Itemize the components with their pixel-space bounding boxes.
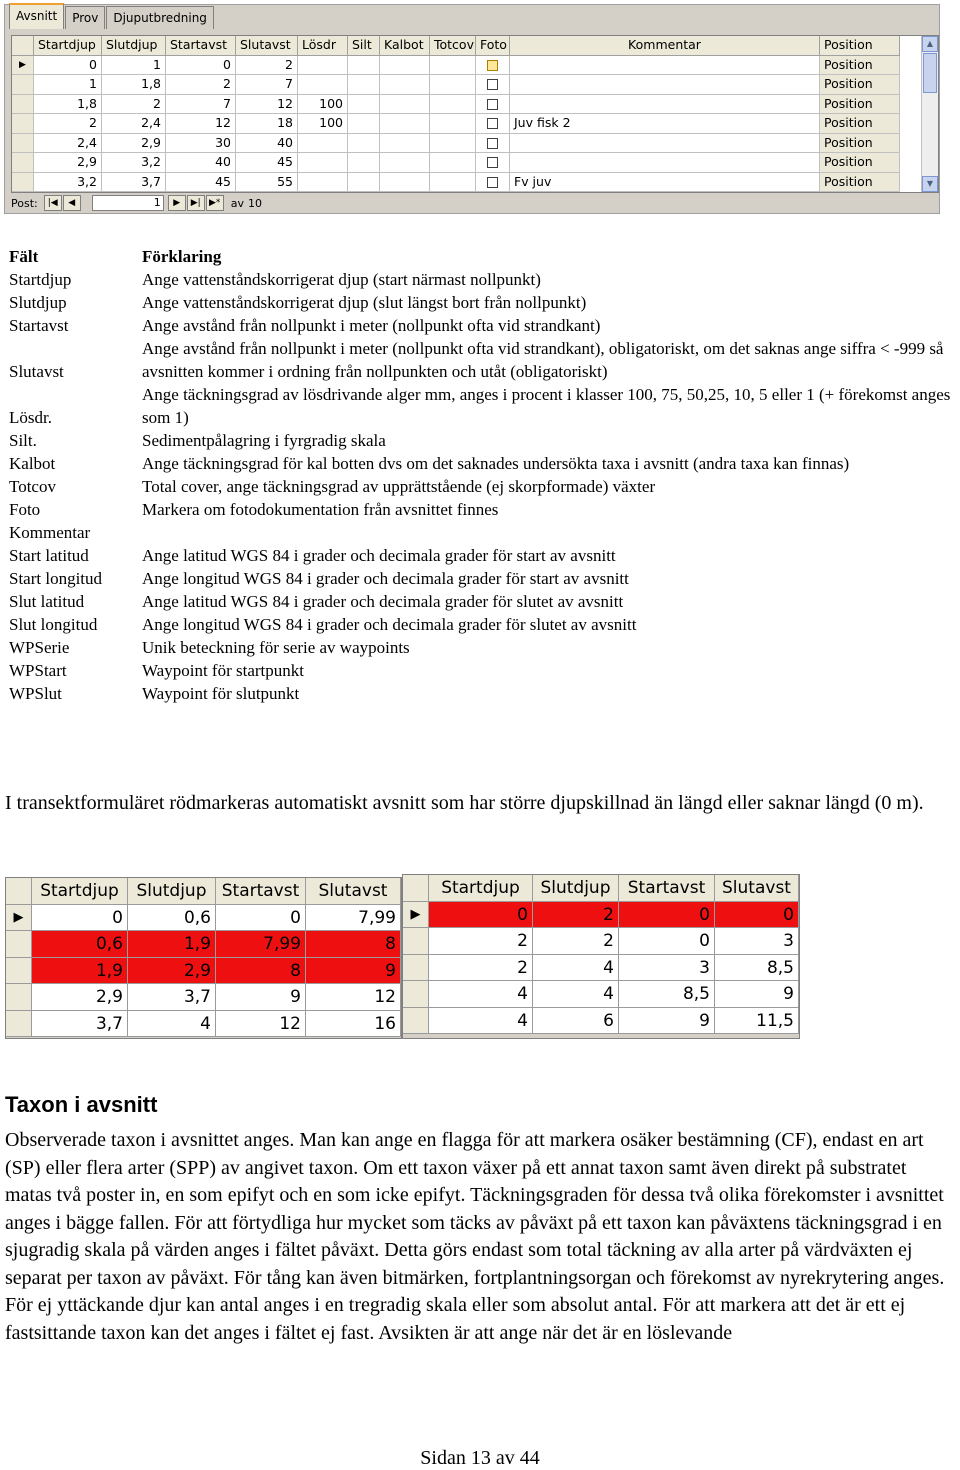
cell-losdr[interactable] [298, 75, 348, 95]
field-row [9, 544, 960, 567]
example-grid-left [5, 877, 402, 1039]
tab-djuputbredning[interactable]: Djuputbredning [106, 6, 214, 29]
row-selector[interactable] [12, 134, 34, 154]
field-row [9, 452, 960, 475]
col-losdr-header[interactable]: Lösdr [298, 36, 348, 56]
position-button[interactable]: Position [820, 173, 900, 193]
row-selector-header [6, 878, 32, 905]
cell-startavst[interactable]: 7 [166, 95, 236, 115]
grid-row [12, 134, 938, 154]
field-row [9, 314, 960, 337]
nav-of-label: av [230, 196, 244, 210]
position-button[interactable]: Position [820, 95, 900, 115]
cell-foto [476, 153, 510, 173]
grid-row [12, 114, 938, 134]
example-grid-right [402, 874, 800, 1039]
cell-startavst[interactable]: 45 [166, 173, 236, 193]
field-description: Ange latitud WGS 84 i grader och decimala grader för start av avsnitt [142, 546, 616, 565]
row-selector-header [12, 36, 34, 56]
new-record-icon[interactable]: ▶* [206, 195, 224, 211]
cell-startavst[interactable]: 30 [166, 134, 236, 154]
field-row [9, 475, 960, 498]
field-name: Lösdr. [9, 408, 52, 427]
col-startdjup-header: Startdjup [429, 875, 533, 902]
row-selector[interactable] [403, 955, 429, 982]
field-description: Waypoint för startpunkt [142, 661, 304, 680]
cell-silt[interactable] [348, 134, 380, 154]
cell-losdr[interactable] [298, 134, 348, 154]
example-cell[interactable]: 0,6 [32, 931, 128, 958]
example-row [403, 1008, 799, 1035]
example-cell[interactable]: 6 [533, 1008, 619, 1035]
field-description: Ange longitud WGS 84 i grader och decimala grader för slutet av avsnitt [142, 615, 637, 634]
row-selector[interactable] [12, 173, 34, 193]
example-cell[interactable]: 8,5 [619, 981, 715, 1008]
cell-foto [476, 56, 510, 76]
example-row [403, 955, 799, 982]
example-cell[interactable]: 7,99 [306, 905, 401, 932]
field-description: Ange longitud WGS 84 i grader och decimala grader för start av avsnitt [142, 569, 629, 588]
cell-kommentar[interactable] [510, 56, 820, 76]
cell-slutdjup[interactable]: 2,4 [102, 114, 166, 134]
cell-slutdjup[interactable]: 2 [102, 95, 166, 115]
row-selector[interactable] [6, 958, 32, 985]
paragraph-taxon: Observerade taxon i avsnittet anges. Man kan ange en flagga för att markera osäker bestämning (CF), endast en art (SP) eller flera arter (SPP) av angivet taxon. Om ett taxon växer på ett annat taxon samt även direkt på substratet matas två poster in, en som epifyt och en som icke epifyt. Täckningsgraden för dessa två olika förekomster i avsnittet anges i bägge fallen. För att förtydliga hur mycket som täcks av påväxt på ett taxon kan påväxtens täckningsgrad i en sjugradig skala på värden anges i fältet påväxt. Detta görs endast som total täckning av alla arter på värdväxten ej separat per taxon av påväxt. För tång kan även bitmärken, fortplantningsorgan och förekomst av nyrekrytering anges. För ej yttäckande djur kan antal anges i en tregradig skala eller som absolut antal. För att markera att det är ett ej fastsittande taxon kan det anges i fältet ej fast. Avsikten är att ange när det är en löslevande [5, 1129, 945, 1344]
cell-slutavst[interactable]: 45 [236, 153, 298, 173]
field-description: Total cover, ange täckningsgrad av upprättstående (ej skorpformade) växter [142, 477, 656, 496]
field-row [9, 498, 960, 521]
col-position-header[interactable]: Position [820, 36, 900, 56]
field-name: Kommentar [9, 523, 91, 542]
col-startdjup-header[interactable]: Startdjup [34, 36, 102, 56]
cell-slutdjup[interactable]: 1,8 [102, 75, 166, 95]
example-cell[interactable]: 9 [306, 958, 401, 985]
cell-kommentar[interactable]: Fv juv [510, 173, 820, 193]
position-button[interactable]: Position [820, 56, 900, 76]
example-cell[interactable]: 4 [128, 1011, 216, 1038]
cell-slutavst[interactable]: 40 [236, 134, 298, 154]
field-name: Slutavst [9, 362, 64, 381]
cell-losdr[interactable] [298, 153, 348, 173]
field-name: Totcov [9, 477, 56, 496]
row-selector[interactable]: ▶ [12, 56, 34, 76]
example-cell[interactable]: 8 [306, 931, 401, 958]
example-cell[interactable]: 2,9 [32, 984, 128, 1011]
position-button[interactable]: Position [820, 75, 900, 95]
col-totcov-header[interactable]: Totcov [430, 36, 476, 56]
cell-totcov[interactable] [430, 95, 476, 115]
example-left-header [6, 878, 401, 905]
example-left-body [6, 905, 401, 1038]
field-description: Ange avstånd från nollpunkt i meter (nollpunkt ofta vid strandkant) [142, 316, 601, 335]
example-cell[interactable]: 9 [715, 981, 799, 1008]
grid-row [12, 153, 938, 173]
position-button[interactable]: Position [820, 153, 900, 173]
field-row [9, 636, 960, 659]
cell-foto [476, 95, 510, 115]
cell-silt[interactable] [348, 173, 380, 193]
row-selector[interactable] [403, 928, 429, 955]
field-description: Ange vattenståndskorrigerat djup (start närmast nollpunkt) [142, 270, 541, 289]
col-startavst-header: Startavst [216, 878, 306, 905]
cell-foto [476, 173, 510, 193]
cell-kalbot[interactable] [380, 134, 430, 154]
example-cell[interactable]: 8,5 [715, 955, 799, 982]
col-slutdjup-header: Slutdjup [128, 878, 216, 905]
scroll-down-icon[interactable]: ▼ [922, 176, 938, 192]
col-startdjup-header: Startdjup [32, 878, 128, 905]
cell-silt[interactable] [348, 75, 380, 95]
example-row [6, 1011, 401, 1038]
col-slutdjup-header: Slutdjup [533, 875, 619, 902]
example-cell[interactable]: 11,5 [715, 1008, 799, 1035]
example-cell[interactable]: 0 [715, 902, 799, 929]
cell-slutdjup[interactable]: 1 [102, 56, 166, 76]
field-row [9, 590, 960, 613]
position-button[interactable]: Position [820, 114, 900, 134]
field-description-table [9, 245, 960, 705]
row-selector[interactable] [6, 984, 32, 1011]
record-navigator [11, 194, 262, 212]
field-name: Start longitud [9, 569, 103, 588]
example-cell[interactable]: 3,7 [128, 984, 216, 1011]
example-cell[interactable]: 0 [216, 905, 306, 932]
foto-checkbox[interactable] [487, 118, 498, 129]
scroll-up-icon[interactable]: ▲ [922, 36, 938, 52]
row-selector[interactable] [12, 114, 34, 134]
cell-startavst[interactable]: 2 [166, 75, 236, 95]
field-name: WPStart [9, 661, 67, 680]
cell-startdjup[interactable]: 2,4 [34, 134, 102, 154]
field-name: Slutdjup [9, 293, 67, 312]
cell-startdjup[interactable]: 1,8 [34, 95, 102, 115]
cell-startdjup[interactable]: 3,2 [34, 173, 102, 193]
last-record-icon[interactable]: ▶| [187, 195, 205, 211]
field-name: Start latitud [9, 546, 89, 565]
row-selector-header [403, 875, 429, 902]
field-header: Fält [9, 247, 39, 266]
row-selector[interactable] [403, 1008, 429, 1035]
field-name: Startdjup [9, 270, 72, 289]
col-foto-header[interactable]: Foto [476, 36, 510, 56]
grid-row [12, 75, 938, 95]
col-kommentar-header[interactable]: Kommentar [510, 36, 820, 56]
cell-totcov[interactable] [430, 75, 476, 95]
current-record-input[interactable]: 1 [92, 195, 164, 211]
cell-startavst[interactable]: 12 [166, 114, 236, 134]
row-selector[interactable] [12, 75, 34, 95]
cell-totcov[interactable] [430, 134, 476, 154]
example-cell[interactable]: 0 [429, 902, 533, 929]
cell-slutavst[interactable]: 7 [236, 75, 298, 95]
example-cell[interactable]: 2 [533, 928, 619, 955]
example-cell[interactable]: 3 [715, 928, 799, 955]
field-name: Silt. [9, 431, 37, 450]
field-table-header [9, 245, 960, 268]
example-cell[interactable]: 8 [216, 958, 306, 985]
form-tabs [9, 7, 215, 29]
grid-row [12, 95, 938, 115]
col-kalbot-header[interactable]: Kalbot [380, 36, 430, 56]
col-slutavst-header: Slutavst [715, 875, 799, 902]
example-cell[interactable]: 4 [429, 981, 533, 1008]
cell-totcov[interactable] [430, 153, 476, 173]
row-selector[interactable] [6, 1011, 32, 1038]
cell-losdr[interactable]: 100 [298, 95, 348, 115]
tab-prov[interactable]: Prov [65, 6, 105, 29]
row-selector[interactable] [403, 981, 429, 1008]
scrollbar-thumb[interactable] [923, 53, 937, 93]
example-row [6, 931, 401, 958]
cell-kalbot[interactable] [380, 75, 430, 95]
example-row [6, 905, 401, 932]
field-name: Foto [9, 500, 41, 519]
example-row [6, 984, 401, 1011]
cell-slutdjup[interactable]: 3,2 [102, 153, 166, 173]
cell-silt[interactable] [348, 56, 380, 76]
cell-silt[interactable] [348, 153, 380, 173]
field-description: Ange vattenståndskorrigerat djup (slut längst bort från nollpunkt) [142, 293, 587, 312]
field-name: Kalbot [9, 454, 56, 473]
example-cell[interactable]: 3 [619, 955, 715, 982]
cell-kommentar[interactable]: Juv fisk 2 [510, 114, 820, 134]
field-name: Slut longitud [9, 615, 98, 634]
cell-foto [476, 134, 510, 154]
cell-kommentar[interactable] [510, 75, 820, 95]
grid-row [12, 173, 938, 193]
example-cell[interactable]: 12 [306, 984, 401, 1011]
tab-avsnitt[interactable]: Avsnitt [9, 3, 64, 29]
example-cell[interactable]: 1,9 [32, 958, 128, 985]
cell-startavst[interactable]: 0 [166, 56, 236, 76]
row-selector[interactable]: ▶ [403, 902, 429, 929]
field-row [9, 521, 960, 544]
paragraph-red-marking: I transektformuläret rödmarkeras automatiskt avsnitt som har större djupskillnad än längd eller saknar längd (0 m). [5, 792, 924, 814]
col-startavst-header[interactable]: Startavst [166, 36, 236, 56]
cell-startdjup[interactable]: 1 [34, 75, 102, 95]
cell-slutdjup[interactable]: 3,7 [102, 173, 166, 193]
cell-kalbot[interactable] [380, 153, 430, 173]
cell-kalbot[interactable] [380, 56, 430, 76]
col-slutavst-header[interactable]: Slutavst [236, 36, 298, 56]
cell-foto [476, 75, 510, 95]
cell-totcov[interactable] [430, 173, 476, 193]
field-description: Ange avstånd från nollpunkt i meter (nollpunkt ofta vid strandkant), obligatoriskt, om det saknas ange siffra < -999 så avsnitten kommer i ordning från nollpunkten och utåt (obligatoriskt) [142, 339, 944, 381]
field-row [9, 682, 960, 705]
cell-silt[interactable] [348, 114, 380, 134]
field-description: Sedimentpålagring i fyrgradig skala [142, 431, 386, 450]
example-row [6, 958, 401, 985]
example-cell[interactable]: 0 [619, 902, 715, 929]
cell-startdjup[interactable]: 0 [34, 56, 102, 76]
cell-startdjup[interactable]: 2,9 [34, 153, 102, 173]
example-cell[interactable]: 2,9 [128, 958, 216, 985]
example-right-body [403, 902, 799, 1035]
description-header: Förklaring [142, 247, 222, 266]
field-name: WPSerie [9, 638, 70, 657]
field-row [9, 291, 960, 314]
field-row [9, 268, 960, 291]
cell-kommentar[interactable] [510, 134, 820, 154]
field-row [9, 567, 960, 590]
cell-totcov[interactable] [430, 114, 476, 134]
grid-header-row [12, 36, 938, 56]
field-description: Waypoint för slutpunkt [142, 684, 300, 703]
col-slutavst-header: Slutavst [306, 878, 401, 905]
cell-kalbot[interactable] [380, 114, 430, 134]
foto-checkbox[interactable] [487, 157, 498, 168]
example-cell[interactable]: 12 [216, 1011, 306, 1038]
field-row [9, 383, 960, 429]
col-silt-header[interactable]: Silt [348, 36, 380, 56]
field-row [9, 613, 960, 636]
cell-kommentar[interactable] [510, 153, 820, 173]
example-row [403, 981, 799, 1008]
example-cell[interactable]: 7,99 [216, 931, 306, 958]
cell-losdr[interactable] [298, 173, 348, 193]
avsnitt-grid [11, 35, 939, 193]
example-cell[interactable]: 2 [533, 902, 619, 929]
foto-checkbox[interactable] [487, 60, 498, 71]
cell-silt[interactable] [348, 95, 380, 115]
nav-total: 10 [248, 196, 262, 210]
page-footer: Sidan 13 av 44 [420, 1447, 540, 1469]
cell-slutdjup[interactable]: 2,9 [102, 134, 166, 154]
field-row [9, 659, 960, 682]
field-description: Unik beteckning för serie av waypoints [142, 638, 410, 657]
cell-losdr[interactable]: 100 [298, 114, 348, 134]
position-button[interactable]: Position [820, 134, 900, 154]
grid-row [12, 56, 938, 76]
example-cell[interactable]: 4 [533, 981, 619, 1008]
example-cell[interactable]: 3,7 [32, 1011, 128, 1038]
example-row [403, 902, 799, 929]
example-cell[interactable]: 4 [429, 1008, 533, 1035]
field-description: Ange latitud WGS 84 i grader och decimala grader för slutet av avsnitt [142, 592, 624, 611]
field-description: Markera om fotodokumentation från avsnittet finnes [142, 500, 499, 519]
field-name: WPSlut [9, 684, 62, 703]
cell-startdjup[interactable]: 2 [34, 114, 102, 134]
field-description: Ange täckningsgrad av lösdrivande alger mm, anges i procent i klasser 100, 75, 50,25, 10, 5 eller 1 (+ förekomst anges som 1) [142, 385, 951, 427]
cell-foto [476, 114, 510, 134]
example-cell[interactable]: 16 [306, 1011, 401, 1038]
nav-post-label: Post: [11, 196, 38, 210]
example-cell[interactable]: 0 [32, 905, 128, 932]
cell-kalbot[interactable] [380, 173, 430, 193]
example-cell[interactable]: 9 [619, 1008, 715, 1035]
example-cell[interactable]: 4 [533, 955, 619, 982]
field-row [9, 429, 960, 452]
cell-totcov[interactable] [430, 56, 476, 76]
example-cell[interactable]: 2 [429, 928, 533, 955]
row-selector[interactable] [6, 931, 32, 958]
cell-slutavst[interactable]: 2 [236, 56, 298, 76]
cell-startavst[interactable]: 40 [166, 153, 236, 173]
col-startavst-header: Startavst [619, 875, 715, 902]
cell-kommentar[interactable] [510, 95, 820, 115]
example-cell[interactable]: 9 [216, 984, 306, 1011]
foto-checkbox[interactable] [487, 99, 498, 110]
example-cell[interactable]: 2 [429, 955, 533, 982]
field-name: Startavst [9, 316, 69, 335]
foto-checkbox[interactable] [487, 79, 498, 90]
example-cell[interactable]: 1,9 [128, 931, 216, 958]
cell-slutavst[interactable]: 12 [236, 95, 298, 115]
cell-kalbot[interactable] [380, 95, 430, 115]
foto-checkbox[interactable] [487, 138, 498, 149]
cell-losdr[interactable] [298, 56, 348, 76]
first-record-icon[interactable]: |◀ [44, 195, 62, 211]
section-title: Taxon i avsnitt [5, 1092, 158, 1117]
vertical-scrollbar[interactable] [921, 36, 938, 192]
access-form-screenshot [4, 4, 940, 214]
example-row [403, 928, 799, 955]
field-table-body [9, 268, 960, 705]
row-selector[interactable] [12, 95, 34, 115]
col-slutdjup-header[interactable]: Slutdjup [102, 36, 166, 56]
grid-body [12, 56, 938, 193]
field-name: Slut latitud [9, 592, 85, 611]
field-description [142, 521, 960, 544]
example-cell[interactable]: 0 [619, 928, 715, 955]
cell-slutavst[interactable]: 18 [236, 114, 298, 134]
field-row [9, 337, 960, 383]
example-right-header [403, 875, 799, 902]
row-selector[interactable] [12, 153, 34, 173]
foto-checkbox[interactable] [487, 177, 498, 188]
next-record-icon[interactable]: ▶ [168, 195, 186, 211]
example-cell[interactable]: 0,6 [128, 905, 216, 932]
row-selector[interactable]: ▶ [6, 905, 32, 932]
prev-record-icon[interactable]: ◀ [63, 195, 81, 211]
field-description: Ange täckningsgrad för kal botten dvs om det saknades undersökta taxa i avsnitt (andra taxa kan finnas) [142, 454, 850, 473]
cell-slutavst[interactable]: 55 [236, 173, 298, 193]
